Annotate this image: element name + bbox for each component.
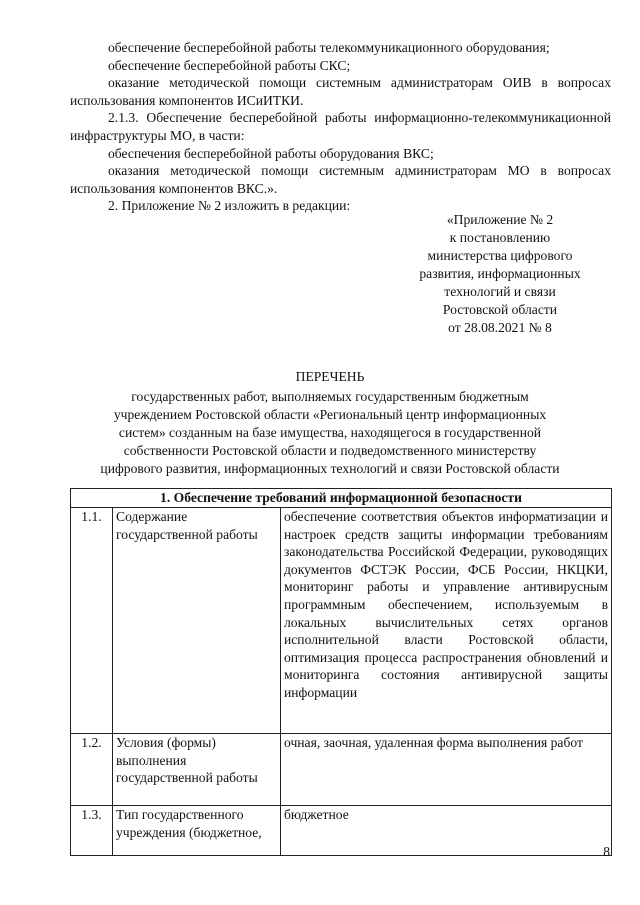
appendix-line: министерства цифрового [427, 248, 573, 263]
subtitle-line: учреждением Ростовской области «Региональный центр информационных [113, 407, 547, 422]
intro-paragraph: 2.1.3. Обеспечение бесперебойной работы информационно-телекоммуникационной инфраструктуры МО, в части: [70, 110, 611, 143]
appendix-line: от 28.08.2021 № 8 [448, 320, 552, 335]
intro-paragraph: оказание методической помощи системным администраторам ОИВ в вопросах использования компонентов ИСиИТКИ. [70, 75, 611, 108]
subtitle-line: собственности Ростовской области и подведомственного министерству [123, 443, 537, 458]
intro-paragraph: обеспечения бесперебойной работы оборудования ВКС; [108, 145, 434, 161]
intro-paragraph: обеспечение бесперебойной работы СКС; [108, 57, 351, 73]
subtitle-line: цифрового развития, информационных технологий и связи Ростовской области [100, 461, 560, 476]
page-number: 8 [603, 844, 610, 859]
intro-text [70, 39, 611, 215]
title-subtitle [60, 388, 600, 478]
document-title [60, 368, 600, 478]
appendix-line: технологий и связи [444, 284, 556, 299]
row-label: Условия (формы) выполнения государственной работы [113, 734, 281, 806]
row-number: 1.2. [71, 734, 113, 806]
subtitle-line: государственных работ, выполняемых государственным бюджетным [131, 389, 529, 404]
row-label: Тип государственного учреждения (бюджетное, [113, 806, 281, 856]
section-title: 1. Обеспечение требований информационной безопасности [71, 489, 612, 508]
table-row [71, 734, 612, 806]
appendix-header [400, 211, 600, 337]
title-heading: ПЕРЕЧЕНЬ [295, 369, 365, 384]
works-table [70, 488, 612, 856]
table-row [71, 806, 612, 856]
appendix-line: Ростовской области [442, 302, 558, 317]
row-number: 1.3. [71, 806, 113, 856]
row-value: очная, заочная, удаленная форма выполнения работ [281, 734, 612, 806]
intro-paragraph: обеспечение бесперебойной работы телекоммуникационного оборудования; [108, 40, 550, 55]
appendix-line: «Приложение № 2 [446, 212, 554, 227]
intro-paragraph: 2. Приложение № 2 изложить в редакции: [108, 198, 351, 214]
table-section-header [71, 489, 612, 508]
row-number: 1.1. [71, 508, 113, 734]
appendix-line: к постановлению [449, 230, 551, 245]
row-label: Содержание государственной работы [113, 508, 281, 734]
row-value: бюджетное [281, 806, 612, 856]
row-value: обеспечение соответствия объектов информатизации и настроек средств защиты информации требованиям законодательства Российской Федерации, руководящих документов ФСТЭК России, ФСБ России, НКЦКИ, мониторинг работы и управление антивирусным программным обеспечением, используемым в локальных вычислительных сетях органов исполнительной власти Ростовской области, оптимизация процесса распространения обновлений и мониторинга состояния антивирусной защиты информации [281, 508, 612, 734]
intro-paragraph: оказания методической помощи системным администраторам МО в вопросах использования компонентов ВКС.». [70, 163, 611, 196]
appendix-line: развития, информационных [419, 266, 581, 281]
subtitle-line: систем» созданным на базе имущества, находящегося в государственной [118, 425, 542, 440]
table-row [71, 508, 612, 734]
